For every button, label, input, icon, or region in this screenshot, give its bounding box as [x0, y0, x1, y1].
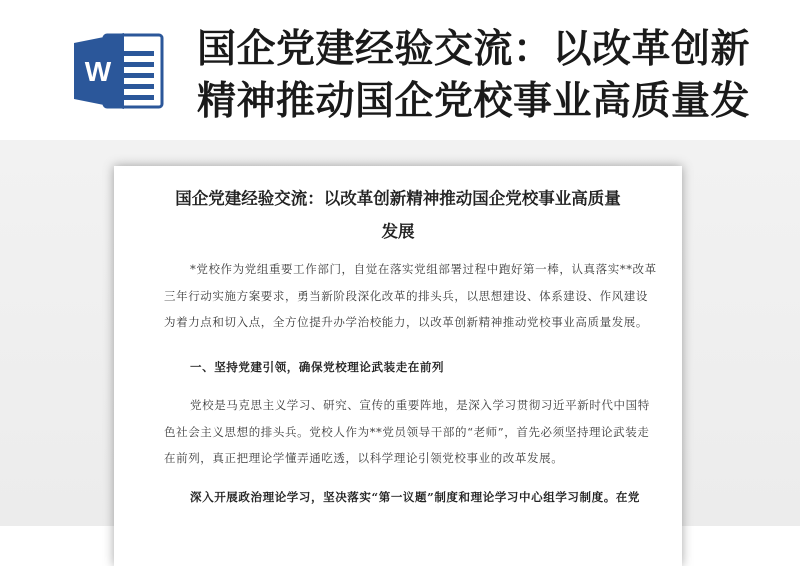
header-title-line-1: 国企党建经验交流：以改革创新	[197, 27, 751, 72]
word-document-icon	[74, 31, 166, 111]
paragraph-section-1: 党校是马克思主义学习、研究、宣传的重要阵地，是深入学习贯彻习近平新时代中国特色社会主义思想的排头兵。党校人作为**党员领导干部的“老师”，首先必须坚持理论武装走在前列，真正把理论学懂弄通吃透，以科学理论引领党校事业的改革发展。	[164, 398, 650, 465]
document-title-line-2: 发展	[381, 222, 415, 241]
section-heading-1: 一、坚持党建引领，确保党校理论武装走在前列	[190, 360, 445, 374]
paragraph-theory-study: 深入开展政治理论学习，坚决落实“第一议题”制度和理论学习中心组学习制度。在党	[190, 490, 641, 504]
document-title	[140, 182, 656, 248]
header-title	[197, 24, 787, 128]
header-title-line-2: 精神推动国企党校事业高质量发	[197, 79, 751, 124]
word-icon-letter: W	[84, 56, 112, 87]
header-band	[0, 0, 800, 140]
document-title-line-1: 国企党建经验交流：以改革创新精神推动国企党校事业高质量	[175, 189, 621, 208]
paragraph-intro: *党校作为党组重要工作部门，自觉在落实党组部署过程中跑好第一棒，认真落实**改革三年行动实施方案要求，勇当新阶段深化改革的排头兵，以思想建设、体系建设、作风建设为着力点和切入点，全方位提升办学治校能力，以改革创新精神推动党校事业高质量发展。	[164, 262, 657, 329]
document-page	[114, 166, 682, 566]
